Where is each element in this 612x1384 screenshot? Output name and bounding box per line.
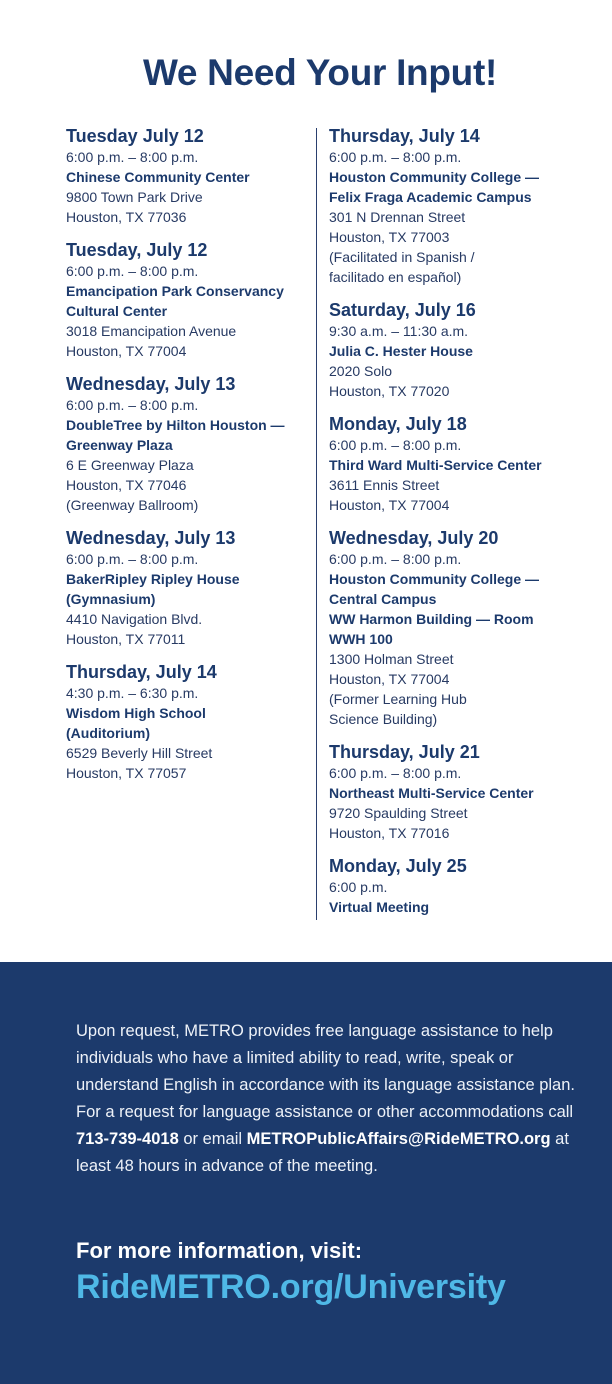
event-address-line: Houston, TX 77011 <box>66 631 186 647</box>
event-date: Wednesday, July 20 <box>329 528 499 548</box>
event-time: 6:00 p.m. – 8:00 p.m. <box>329 149 462 165</box>
event-time: 6:00 p.m. – 8:00 p.m. <box>329 551 462 567</box>
notice-text-3: at least 48 hours in advance of the meeting. <box>76 1130 569 1175</box>
footer-panel <box>0 962 612 1384</box>
right-event-column <box>329 125 594 929</box>
event-venue: Virtual Meeting <box>329 899 430 915</box>
event-address-line: 9800 Town Park Drive <box>66 189 203 205</box>
event-block <box>66 527 306 649</box>
event-venue: DoubleTree by Hilton Houston — <box>66 417 285 433</box>
event-time: 6:00 p.m. – 8:00 p.m. <box>329 765 462 781</box>
event-block <box>66 661 306 783</box>
event-venue: Wisdom High School <box>66 705 206 721</box>
event-date: Tuesday July 12 <box>66 126 204 146</box>
event-venue: Emancipation Park Conservancy <box>66 283 284 299</box>
notice-text-2: or email <box>178 1130 247 1148</box>
event-address-line: Houston, TX 77003 <box>329 229 450 245</box>
event-address-line: 9720 Spaulding Street <box>329 805 468 821</box>
event-block <box>329 527 594 729</box>
event-venue: Julia C. Hester House <box>329 343 473 359</box>
event-block <box>66 373 306 515</box>
page-title: We Need Your Input! <box>142 52 498 93</box>
event-date: Tuesday, July 12 <box>66 240 208 260</box>
event-venue: Cultural Center <box>66 303 168 319</box>
phone-number[interactable]: 713-739-4018 <box>76 1130 179 1148</box>
event-venue: Northeast Multi-Service Center <box>329 785 534 801</box>
event-venue: BakerRipley Ripley House <box>66 571 240 587</box>
event-address-line: (Greenway Ballroom) <box>66 497 199 513</box>
event-venue: (Gymnasium) <box>66 591 156 607</box>
event-block <box>329 125 594 287</box>
event-venue: Houston Community College — <box>329 169 539 185</box>
more-info-label: For more information, visit: <box>76 1238 363 1263</box>
event-venue: WW Harmon Building — Room <box>329 611 534 627</box>
event-block <box>329 855 594 917</box>
website-link[interactable]: RideMETRO.org/University <box>76 1268 506 1306</box>
event-time: 6:00 p.m. – 8:00 p.m. <box>66 397 199 413</box>
event-date: Monday, July 25 <box>329 856 467 876</box>
left-event-column <box>66 125 306 795</box>
event-block <box>66 239 306 361</box>
event-time: 9:30 a.m. – 11:30 a.m. <box>329 323 469 339</box>
event-venue: Greenway Plaza <box>66 437 173 453</box>
event-block <box>329 413 594 515</box>
event-address-line: Houston, TX 77046 <box>66 477 187 493</box>
event-date: Thursday, July 14 <box>329 126 480 146</box>
event-venue: (Auditorium) <box>66 725 150 741</box>
email-link[interactable]: METROPublicAffairs@RideMETRO.org <box>246 1130 551 1148</box>
event-address-line: Houston, TX 77004 <box>329 497 450 513</box>
event-address-line: Houston, TX 77016 <box>329 825 450 841</box>
event-address-line: facilitado en español) <box>329 269 462 285</box>
event-address-line: Science Building) <box>329 711 438 727</box>
event-venue: Felix Fraga Academic Campus <box>329 189 532 205</box>
event-address-line: 6 E Greenway Plaza <box>66 457 194 473</box>
event-venue: Chinese Community Center <box>66 169 250 185</box>
event-address-line: (Facilitated in Spanish / <box>329 249 475 265</box>
event-date: Thursday, July 21 <box>329 742 480 762</box>
event-time: 4:30 p.m. – 6:30 p.m. <box>66 685 199 701</box>
event-venue: Houston Community College — <box>329 571 539 587</box>
event-venue: Central Campus <box>329 591 437 607</box>
event-address-line: Houston, TX 77004 <box>329 671 450 687</box>
event-address-line: Houston, TX 77057 <box>66 765 187 781</box>
event-address-line: Houston, TX 77036 <box>66 209 187 225</box>
event-address-line: 4410 Navigation Blvd. <box>66 611 203 627</box>
event-address-line: (Former Learning Hub <box>329 691 467 707</box>
column-divider <box>316 128 317 920</box>
event-time: 6:00 p.m. – 8:00 p.m. <box>66 551 199 567</box>
event-block <box>329 741 594 843</box>
event-date: Wednesday, July 13 <box>66 528 236 548</box>
event-time: 6:00 p.m. – 8:00 p.m. <box>66 149 199 165</box>
event-address-line: 2020 Solo <box>329 363 393 379</box>
notice-text-1: Upon request, METRO provides free language assistance to help individuals who have a limited ability to read, write, speak or understand English in accordance with its language assistance plan. For a request for language assistance or other accommodations call <box>76 1022 575 1121</box>
language-assistance-notice <box>76 1018 576 1180</box>
event-address-line: Houston, TX 77004 <box>66 343 187 359</box>
event-address-line: 3018 Emancipation Avenue <box>66 323 237 339</box>
event-time: 6:00 p.m. – 8:00 p.m. <box>329 437 462 453</box>
event-date: Saturday, July 16 <box>329 300 476 320</box>
event-time: 6:00 p.m. <box>329 879 388 895</box>
event-date: Wednesday, July 13 <box>66 374 236 394</box>
event-address-line: 301 N Drennan Street <box>329 209 466 225</box>
event-date: Monday, July 18 <box>329 414 467 434</box>
event-address-line: 3611 Ennis Street <box>329 477 440 493</box>
event-address-line: 6529 Beverly Hill Street <box>66 745 213 761</box>
event-time: 6:00 p.m. – 8:00 p.m. <box>66 263 199 279</box>
event-address-line: 1300 Holman Street <box>329 651 454 667</box>
event-venue: WWH 100 <box>329 631 393 647</box>
event-block <box>329 299 594 401</box>
event-venue: Third Ward Multi-Service Center <box>329 457 542 473</box>
event-date: Thursday, July 14 <box>66 662 217 682</box>
event-address-line: Houston, TX 77020 <box>329 383 450 399</box>
event-block <box>66 125 306 227</box>
